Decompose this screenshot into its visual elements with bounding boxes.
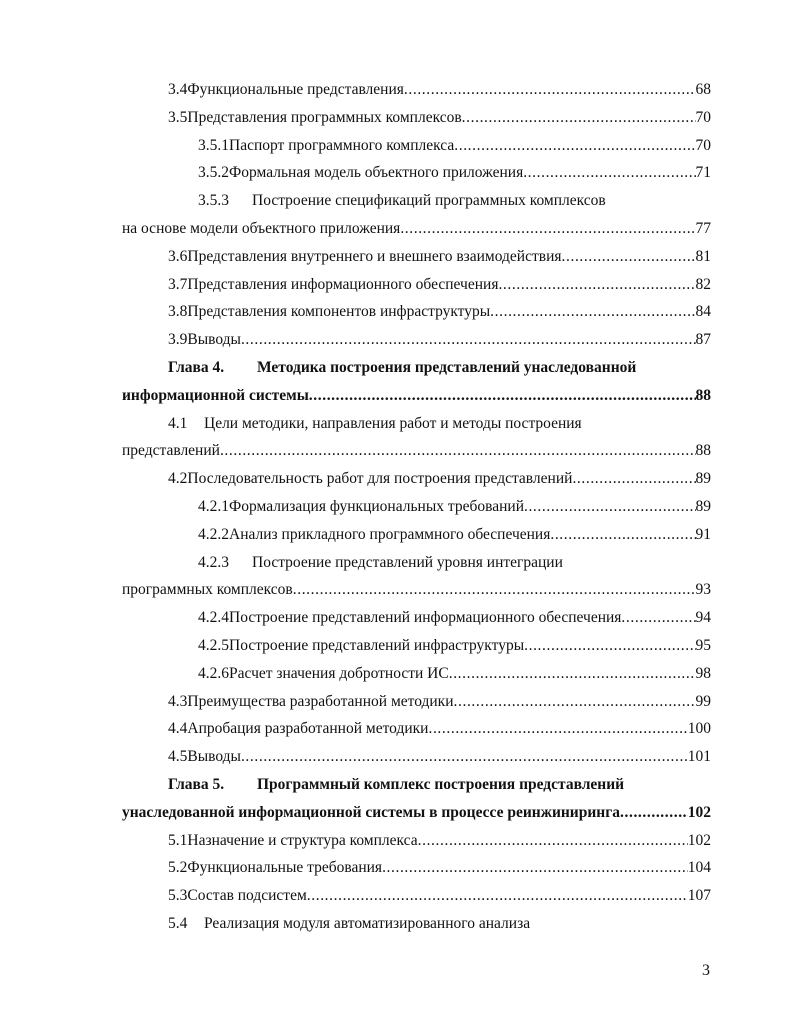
- toc-chapter-continuation: [0, 382, 793, 410]
- toc-entry-heading: [0, 549, 793, 577]
- toc-title: Представления программных комплексов: [187, 108, 462, 126]
- chapter-number: Глава 4.: [168, 358, 225, 376]
- toc-title: Построение представлений уровня интеграции: [252, 553, 563, 571]
- dot-leader: [562, 243, 696, 271]
- toc-entry: [0, 271, 793, 299]
- toc-page: 89: [695, 470, 711, 488]
- dot-leader: [241, 326, 696, 354]
- toc-page: 88: [695, 386, 711, 404]
- toc-entry-heading: [0, 910, 793, 938]
- toc-page: 104: [687, 859, 711, 877]
- toc-number: 3.5.2: [198, 164, 229, 182]
- dot-leader: [241, 743, 688, 771]
- toc-page: 81: [695, 247, 711, 265]
- toc-number: 3.6: [168, 247, 188, 265]
- dot-leader: [454, 688, 696, 716]
- chapter-title-continuation: унаследованной информационной системы в процессе реинжиниринга: [122, 803, 621, 821]
- toc-page: 102: [687, 831, 711, 849]
- toc-chapter-heading: [0, 354, 793, 382]
- toc-page: 99: [695, 692, 711, 710]
- toc-title: Функциональные представления: [187, 81, 404, 98]
- toc-number: 4.2: [168, 470, 188, 488]
- chapter-title-continuation: информационной системы: [122, 386, 309, 404]
- toc-entry: [0, 159, 793, 187]
- toc-entry: [0, 882, 793, 910]
- toc-entry: [0, 104, 793, 132]
- toc-entry-continuation: [0, 437, 793, 465]
- toc-title: Формальная модель объектного приложения: [229, 164, 524, 182]
- toc-number: 3.5.1: [198, 136, 229, 154]
- toc-number: 4.2.6: [198, 664, 229, 682]
- toc-entry: [0, 465, 793, 493]
- toc-entry-heading: [0, 410, 793, 438]
- toc-entry: [0, 854, 793, 882]
- toc-title: Построение представлений информационного обеспечения: [229, 609, 622, 627]
- toc-page: 102: [687, 803, 711, 821]
- toc-page: 82: [695, 275, 711, 293]
- dot-leader: [621, 604, 695, 632]
- toc-page: 89: [695, 497, 711, 515]
- toc-page: 70: [695, 108, 711, 126]
- toc-number: 4.2.2: [198, 525, 229, 543]
- toc-title: Выводы: [187, 331, 241, 349]
- toc-number: 4.5: [168, 748, 188, 766]
- dot-leader: [620, 799, 688, 827]
- dot-leader: [400, 215, 695, 243]
- toc-page: 101: [687, 748, 711, 766]
- toc-title: Цели методики, направления работ и методы построения: [204, 414, 582, 432]
- toc-title: Паспорт программного комплекса: [229, 136, 455, 154]
- toc-page: 100: [687, 720, 711, 738]
- toc-number: 4.2.4: [198, 609, 229, 627]
- toc-title: Представления компонентов инфраструктуры: [187, 303, 491, 321]
- toc-page: 91: [695, 525, 711, 543]
- toc-page: 88: [695, 442, 711, 460]
- toc-entry: [0, 243, 793, 271]
- toc-entry: [0, 604, 793, 632]
- toc-title: Представления информационного обеспечения: [187, 275, 499, 293]
- toc-number: 4.1: [168, 414, 188, 432]
- chapter-number: Глава 5.: [168, 775, 225, 793]
- toc-page: 93: [695, 581, 711, 599]
- dot-leader: [524, 632, 695, 660]
- toc-page: 94: [695, 609, 711, 627]
- toc-title: Апробация разработанной методики: [187, 720, 429, 738]
- toc-page: 87: [695, 331, 711, 349]
- toc-number: 4.3: [168, 692, 188, 710]
- dot-leader: [418, 827, 688, 855]
- toc-number: 3.9: [168, 331, 188, 349]
- toc-number: 5.3: [168, 887, 188, 905]
- toc-entry: [0, 298, 793, 326]
- chapter-title: Программный комплекс построения представлений: [257, 775, 625, 793]
- toc-title: Расчет значения добротности ИС: [229, 664, 449, 682]
- toc-title: Последовательность работ для построения представлений: [187, 470, 573, 488]
- toc-entry: [0, 715, 793, 743]
- page-number: 3: [702, 962, 710, 979]
- dot-leader: [572, 465, 695, 493]
- toc-number: 4.2.3: [198, 553, 229, 571]
- toc-title: Назначение и структура комплекса: [187, 831, 418, 849]
- toc-entry-continuation: [0, 576, 793, 604]
- toc-entry: [0, 493, 793, 521]
- toc-title: Построение спецификаций программных комплексов: [252, 192, 606, 210]
- toc-number: 3.5.3: [198, 192, 229, 210]
- toc-entry: [0, 632, 793, 660]
- toc-title-continuation: программных комплексов: [122, 581, 293, 599]
- toc-page: 70: [695, 136, 711, 154]
- dot-leader: [454, 132, 695, 160]
- toc-entry: [0, 521, 793, 549]
- toc-number: 3.5: [168, 108, 188, 126]
- dot-leader: [550, 521, 695, 549]
- dot-leader: [428, 715, 687, 743]
- dot-leader: [490, 298, 695, 326]
- toc-number: 5.1: [168, 831, 188, 849]
- toc-entry-continuation: [0, 215, 793, 243]
- toc-page: 98: [695, 664, 711, 682]
- toc-title: Состав подсистем: [187, 887, 307, 905]
- toc-page: 71: [695, 164, 711, 182]
- dot-leader: [498, 271, 695, 299]
- toc-title: Построение представлений инфраструктуры: [229, 636, 525, 654]
- toc-page: 107: [687, 887, 711, 905]
- dot-leader: [462, 104, 696, 132]
- toc-chapter-continuation: [0, 799, 793, 827]
- table-of-contents: [0, 76, 793, 938]
- toc-page: 95: [695, 636, 711, 654]
- toc-number: 3.7: [168, 275, 188, 293]
- toc-number: 4.2.1: [198, 497, 229, 515]
- toc-title-continuation: представлений: [122, 442, 220, 460]
- toc-title: Выводы: [187, 748, 241, 766]
- dot-leader: [309, 382, 696, 410]
- toc-entry: [0, 326, 793, 354]
- toc-entry: [0, 132, 793, 160]
- toc-title: Формализация функциональных требований: [229, 497, 524, 515]
- dot-leader: [523, 159, 695, 187]
- toc-title: Анализ прикладного программного обеспечения: [229, 525, 551, 543]
- dot-leader: [382, 854, 688, 882]
- toc-number: 4.4: [168, 720, 188, 738]
- chapter-title: Методика построения представлений унаследованной: [257, 358, 637, 376]
- toc-entry: [0, 660, 793, 688]
- toc-entry-heading: [0, 187, 793, 215]
- toc-number: 3.4: [168, 81, 188, 98]
- toc-number: 5.2: [168, 859, 188, 877]
- toc-page: 84: [695, 303, 711, 321]
- toc-entry: [0, 743, 793, 771]
- toc-number: 5.4: [168, 914, 188, 932]
- toc-page: 68: [695, 81, 711, 98]
- toc-title: Функциональные требования: [187, 859, 383, 877]
- dot-leader: [293, 576, 696, 604]
- toc-entry: [0, 688, 793, 716]
- toc-title-continuation: на основе модели объектного приложения: [122, 219, 401, 237]
- dot-leader: [449, 660, 696, 688]
- toc-entry: [0, 827, 793, 855]
- toc-entry: [0, 76, 793, 104]
- toc-page: 77: [695, 219, 711, 237]
- dot-leader: [404, 76, 696, 104]
- toc-title: Преимущества разработанной методики: [187, 692, 454, 710]
- dot-leader: [307, 882, 688, 910]
- toc-chapter-heading: [0, 771, 793, 799]
- toc-title: Реализация модуля автоматизированного анализа: [204, 914, 531, 932]
- toc-number: 3.8: [168, 303, 188, 321]
- toc-title: Представления внутреннего и внешнего взаимодействия: [187, 247, 562, 265]
- dot-leader: [524, 493, 696, 521]
- toc-number: 4.2.5: [198, 636, 229, 654]
- dot-leader: [220, 437, 696, 465]
